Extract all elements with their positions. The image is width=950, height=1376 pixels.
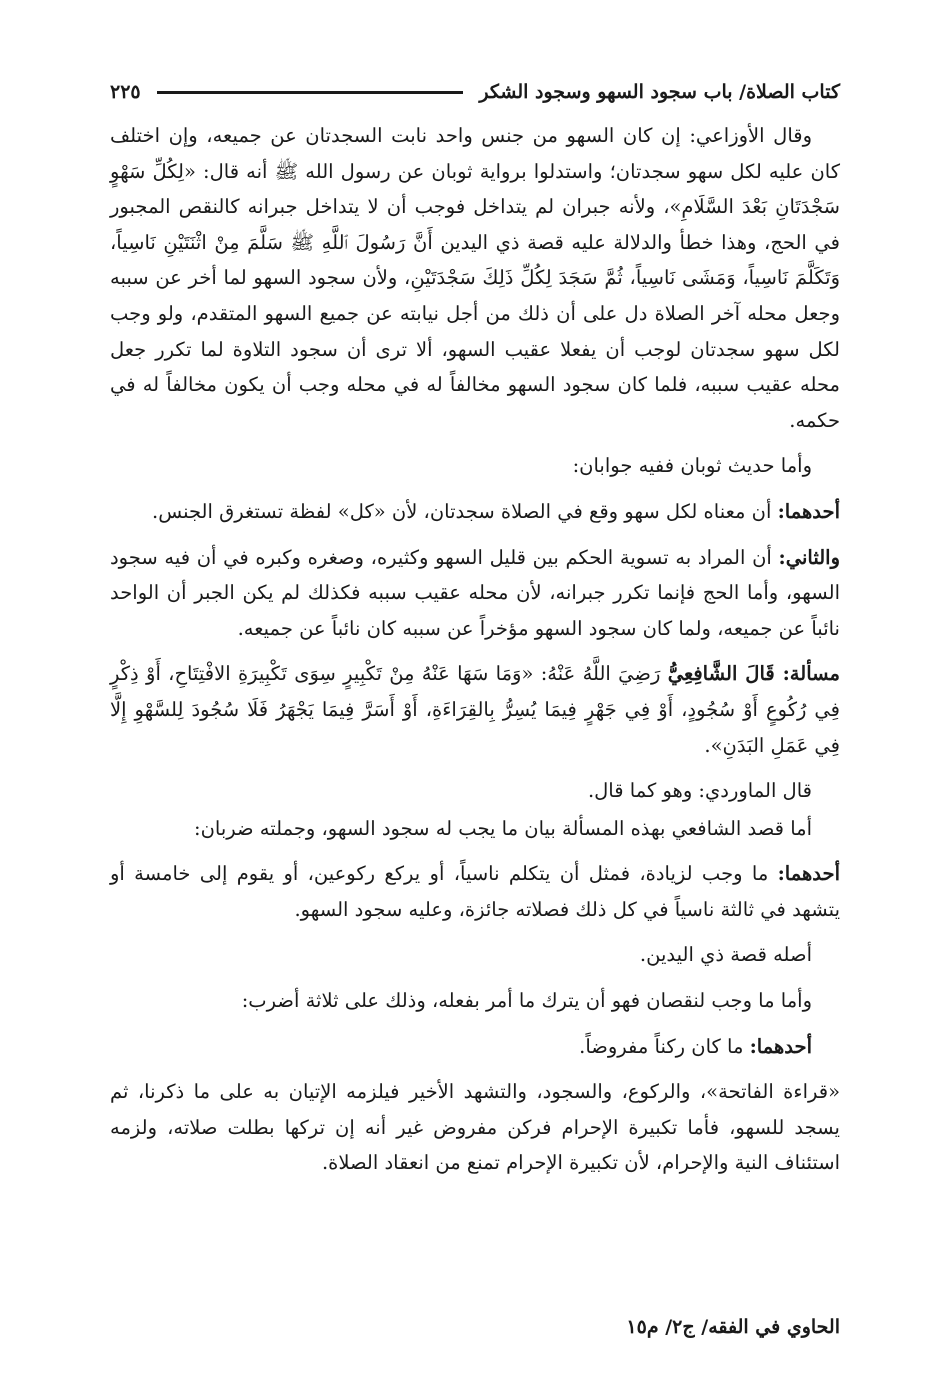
paragraph-lead: أحدهما: xyxy=(777,862,840,886)
paragraph xyxy=(110,656,840,763)
book-page xyxy=(110,72,840,1352)
running-header xyxy=(110,72,840,112)
paragraph-text: ما كان ركناً مفروضاً. xyxy=(579,1034,750,1058)
paragraph-text: رَضِيَ اللَّهُ عَنْهُ: «وَمَا سَهَا عَنْهُ مِنْ تَكْبِيرٍ سِوَى تَكْبِيرَةِ الافْتِتَاحِ، أَوْ ذِكْرٍ فِي رُكُوعٍ أَوْ سُجُودٍ، أَوْ فِي جَهْرٍ فِيمَا يُسِرُّ بِالقِرَاءَةِ، أَوْ أَسَرَّ فِيمَا يَجْهَرُ فَلَا سُجُودَ لِلسَّهْوِ إِلَّا فِي عَمَلِ البَدَنِ». xyxy=(110,662,840,757)
paragraph-text: وقال الأوزاعي: إن كان السهو من جنس واحد نابت السجدتان عن جميعه، وإن اختلف كان عليه لكل سهو سجدتان؛ واستدلوا برواية ثوبان عن رسول الله ﷺ أنه قال: «لِكُلِّ سَهْوٍ سَجْدَتَانِ بَعْدَ السَّلَامِ»، ولأنه جبران لم يتداخل فوجب أن لا يتداخل جبرانه كالنقص المجبور في الحج، وهذا خطأ والدلالة عليه قصة ذي اليدين أَنَّ رَسُولَ ٱللَّهِ ﷺ سَلَّمَ مِنْ اثْنَتَيْنِ نَاسِياً، وَتَكَلَّمَ نَاسِياً، وَمَشَى نَاسِياً، ثُمَّ سَجَدَ لِكُلِّ ذَلِكَ سَجْدَتَيْنِ، ولأن سجود السهو لما أخر عن سببه وجعل محله آخر الصلاة دل على أن ذلك من أجل نيابته عن جميع السهو المتقدم، ولو وجب لكل سهو سجدتان لوجب أن يفعلا عقيب السهو، ألا ترى أن سجود التلاوة لما تكرر جعل محله عقيب سببه، فلما كان سجود السهو مخالفاً له في محله وجب أن يكون مخالفاً له في حكمه. xyxy=(110,124,840,432)
paragraph-lead: والثاني: xyxy=(778,545,840,569)
paragraph xyxy=(110,937,840,973)
paragraph xyxy=(110,856,840,927)
paragraph xyxy=(110,1029,840,1065)
paragraph-text: أصله قصة ذي اليدين. xyxy=(639,943,812,967)
paragraph xyxy=(110,811,840,847)
header-rule xyxy=(157,91,464,94)
paragraph-text: أن معناه لكل سهو وقع في الصلاة سجدتان، لأن «كل» لفظة تستغرق الجنس. xyxy=(152,499,778,523)
paragraph-lead: أحدهما: xyxy=(749,1034,812,1058)
footer-signature: الحاوي في الفقه/ ج٢/ م١٥ xyxy=(626,1316,840,1338)
paragraph xyxy=(110,448,840,484)
paragraph xyxy=(110,1074,840,1181)
paragraph-text: أما قصد الشافعي بهذه المسألة بيان ما يجب له سجود السهو، وجملته ضربان: xyxy=(194,816,812,840)
paragraph-lead: مسألة: قَالَ الشَّافِعِيُّ xyxy=(667,662,840,686)
chapter-title: كتاب الصلاة/ باب سجود السهو وسجود الشكر xyxy=(479,81,840,103)
paragraph-text: قال الماوردي: وهو كما قال. xyxy=(587,779,812,803)
body-text xyxy=(110,118,840,1181)
paragraph-text: ما وجب لزيادة، فمثل أن يتكلم ناسياً، أو يركع ركوعين، أو يقوم إلى خامسة أو يتشهد في ثالثة ناسياً في كل ذلك فصلاته جائزة، وعليه سجود السهو. xyxy=(110,862,840,921)
paragraph xyxy=(110,118,840,438)
paragraph xyxy=(110,773,840,809)
paragraph-text: «قراءة الفاتحة»، والركوع، والسجود، والتشهد الأخير فيلزمه الإتيان به على ما ذكرنا، ثم يسجد للسهو، فأما تكبيرة الإحرام فركن مفروض غير أنه إن تركها بطلت صلاته، ولزمه استئناف النية والإحرام، لأن تكبيرة الإحرام تمنع من انعقاد الصلاة. xyxy=(110,1080,840,1175)
paragraph xyxy=(110,494,840,530)
paragraph xyxy=(110,983,840,1019)
paragraph xyxy=(110,540,840,647)
paragraph-text: أن المراد به تسوية الحكم بين قليل السهو وكثيره، وصغره وكبره في أن فيه سجود السهو، وأما الحج فإنما تكرر جبرانه، لأن محله عقيب سببه فكذلك لم يكن الجبر أن الواحد نائباً عن جميعه، ولما كان سجود السهو مؤخراً عن سببه كان نائباً عن جميعه. xyxy=(110,545,840,640)
page-number: ٢٢٥ xyxy=(110,81,141,103)
paragraph-lead: أحدهما: xyxy=(777,499,840,523)
paragraph-text: وأما حديث ثوبان ففيه جوابان: xyxy=(572,454,812,478)
paragraph-text: وأما ما وجب لنقصان فهو أن يترك ما أمر بفعله، وذلك على ثلاثة أضرب: xyxy=(241,989,812,1013)
